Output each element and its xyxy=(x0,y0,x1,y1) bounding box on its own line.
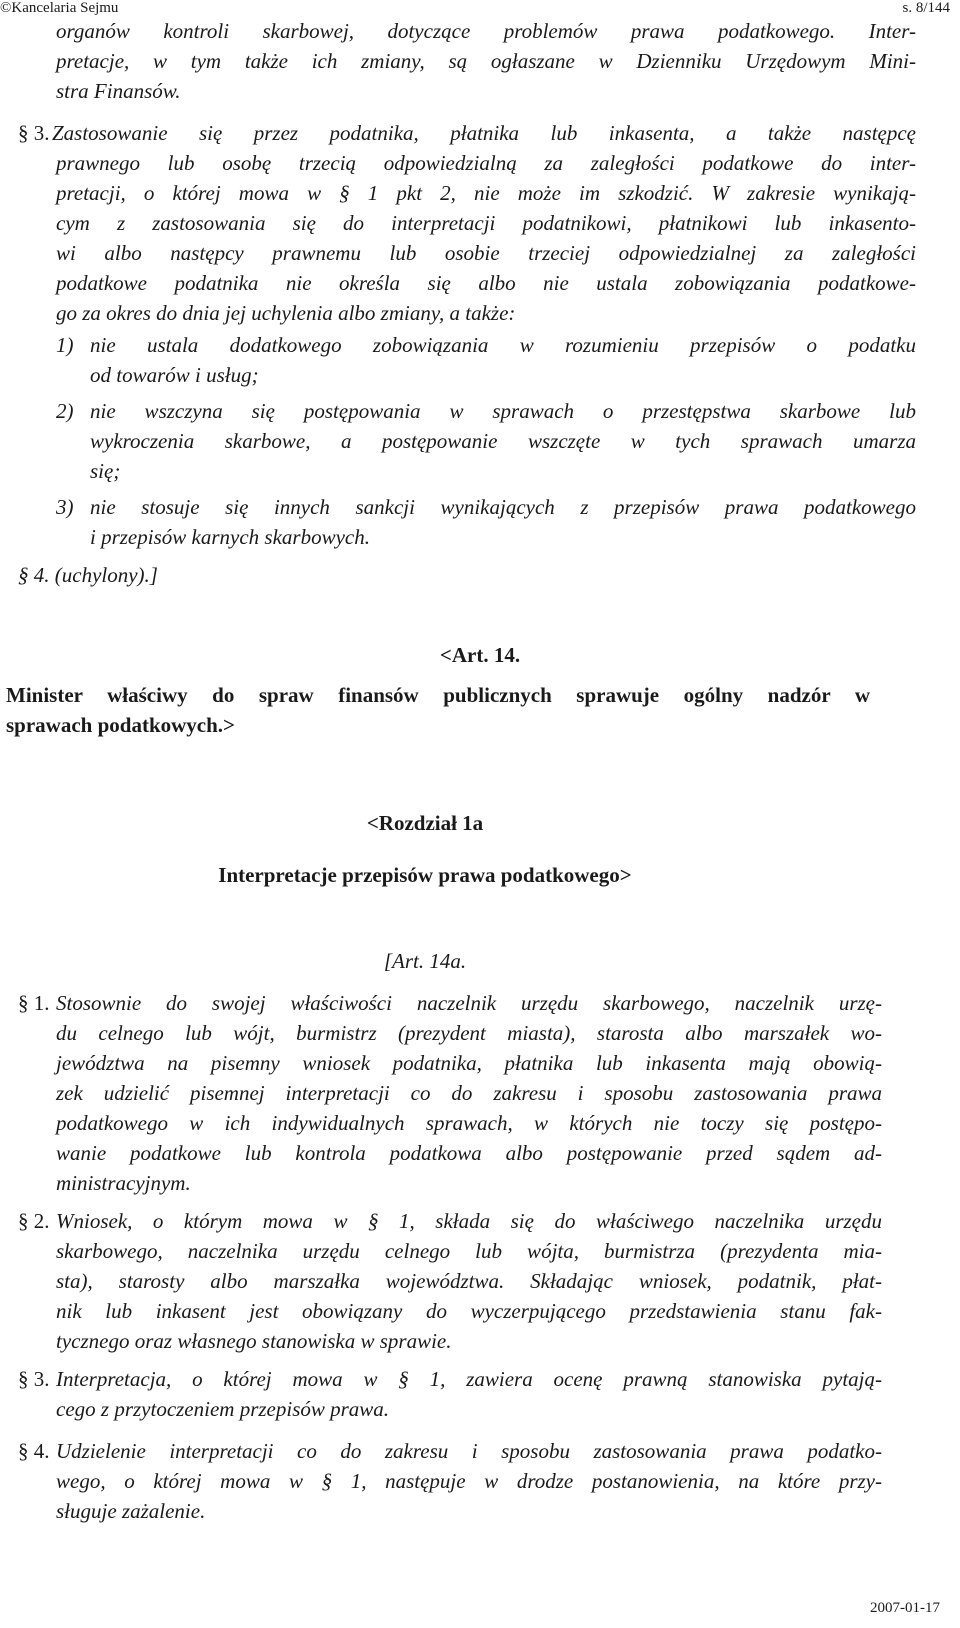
text-line: Interpretacja, o której mowa w § 1, zawiera ocenę prawną stanowiska pytają- xyxy=(56,1367,882,1391)
text-line: go za okres do dnia jej uchylenia albo zmiany, a także: xyxy=(56,301,516,325)
text-line: Minister właściwy do spraw finansów publicznych sprawuje ogólny nadzór w xyxy=(6,683,870,707)
text-line: wykroczenia skarbowe, a postępowanie wszczęte w tych sprawach umarza xyxy=(90,429,916,453)
list-item xyxy=(90,492,916,552)
intro-paragraph xyxy=(56,16,916,106)
text-line: Wniosek, o którym mowa w § 1, składa się do właściwego naczelnika urzędu xyxy=(56,1209,882,1233)
article-14a-title: [Art. 14a. xyxy=(383,949,467,973)
article-14-title: <Art. 14. xyxy=(439,643,521,667)
chapter-subtitle: Interpretacje przepisów prawa podatkowego> xyxy=(218,863,632,887)
text-line: cego z przytoczeniem przepisów prawa. xyxy=(56,1397,390,1421)
text-line: nie wszczyna się postępowania w sprawach o przestępstwa skarbowe lub xyxy=(90,399,916,423)
art14a-paragraph-1 xyxy=(56,988,882,1198)
text-line: organów kontroli skarbowej, dotyczące problemów prawa podatkowego. Inter- xyxy=(56,19,916,43)
text-line: pretacje, w tym także ich zmiany, są ogłaszane w Dzienniku Urzędowym Mini- xyxy=(56,49,916,73)
chapter-title: <Rozdział 1a xyxy=(366,811,484,835)
text-line: wego, o której mowa w § 1, następuje w drodze postanowienia, na które przy- xyxy=(56,1469,882,1493)
text-line: i przepisów karnych skarbowych. xyxy=(90,525,370,549)
text-line: podatkowego w ich indywidualnych sprawach, w których nie toczy się postępo- xyxy=(56,1111,882,1135)
text-line: Stosownie do swojej właściwości naczelnik urzędu skarbowego, naczelnik urzę- xyxy=(56,991,882,1015)
text-line: ministracyjnym. xyxy=(56,1171,191,1195)
text-line: nie ustala dodatkowego zobowiązania w rozumieniu przepisów o podatku xyxy=(90,333,916,357)
art14a-paragraph-4 xyxy=(56,1436,882,1526)
text-line: prawnego lub osobę trzecią odpowiedzialną za zaległości podatkowe do inter- xyxy=(56,151,916,175)
text-line: Zastosowanie się przez podatnika, płatnika lub inkasenta, a także następcę xyxy=(52,121,916,145)
item-number: 3) xyxy=(56,495,74,519)
text-line: zek udzielić pisemnej interpretacji co do zakresu i sposobu zastosowania prawa xyxy=(56,1081,882,1105)
text-line: sługuje zażalenie. xyxy=(56,1499,206,1523)
text-line: sta), starosty albo marszałka województwa. Składając wniosek, podatnik, płat- xyxy=(56,1269,882,1293)
text-line: Udzielenie interpretacji co do zakresu i sposobu zastosowania prawa podatko- xyxy=(56,1439,882,1463)
list-item xyxy=(90,330,916,390)
article-14-text xyxy=(6,680,870,740)
text-line: skarbowego, naczelnika urzędu celnego lub wójta, burmistrza (prezydenta mia- xyxy=(56,1239,882,1263)
text-line: od towarów i usług; xyxy=(90,363,259,387)
list-item xyxy=(90,396,916,486)
text-line: nik lub inkasent jest obowiązany do wyczerpującego przedstawienia stanu fak- xyxy=(56,1299,882,1323)
text-line: podatkowe podatnika nie określa się albo nie ustala zobowiązania podatkowe- xyxy=(56,271,916,295)
text-line: jewództwa na pisemny wniosek podatnika, płatnika lub inkasenta mają obowią- xyxy=(56,1051,882,1075)
text-line: stra Finansów. xyxy=(56,79,181,103)
paragraph-mark: § 4. xyxy=(18,1439,50,1463)
text-line: tycznego oraz własnego stanowiska w sprawie. xyxy=(56,1329,452,1353)
item-number: 1) xyxy=(56,333,74,357)
art14a-paragraph-2 xyxy=(56,1206,882,1356)
item-number: 2) xyxy=(56,399,74,423)
paragraph-mark: § 2. xyxy=(18,1209,50,1233)
paragraph-mark: § 3. xyxy=(18,1367,50,1391)
art14a-paragraph-3 xyxy=(56,1364,882,1424)
text-line: pretacji, o której mowa w § 1 pkt 2, nie może im szkodzić. W zakresie wynikają- xyxy=(56,181,916,205)
text-line: wanie podatkowe lub kontrola podatkowa albo postępowanie przed sądem ad- xyxy=(56,1141,882,1165)
page-number: s. 8/144 xyxy=(902,0,950,16)
text-line: wi albo następcy prawnemu lub osobie trzeciej odpowiedzialnej za zaległości xyxy=(56,241,916,265)
paragraph-4: § 4. (uchylony).] xyxy=(18,563,158,587)
text-line: du celnego lub wójt, burmistrz (prezydent miasta), starosta albo marszałek wo- xyxy=(56,1021,882,1045)
text-line: cym z zastosowania się do interpretacji podatnikowi, płatnikowi lub inkasento- xyxy=(56,211,916,235)
paragraph-mark: § 3. xyxy=(18,121,50,145)
footer-date: 2007-01-17 xyxy=(870,1600,940,1616)
paragraph-mark: § 1. xyxy=(18,991,50,1015)
text-line: nie stosuje się innych sankcji wynikających z przepisów prawa podatkowego xyxy=(90,495,916,519)
text-line: się; xyxy=(90,459,121,483)
paragraph-3 xyxy=(52,118,916,328)
header-left: ©Kancelaria Sejmu xyxy=(0,0,119,16)
text-line: sprawach podatkowych.> xyxy=(6,713,236,737)
